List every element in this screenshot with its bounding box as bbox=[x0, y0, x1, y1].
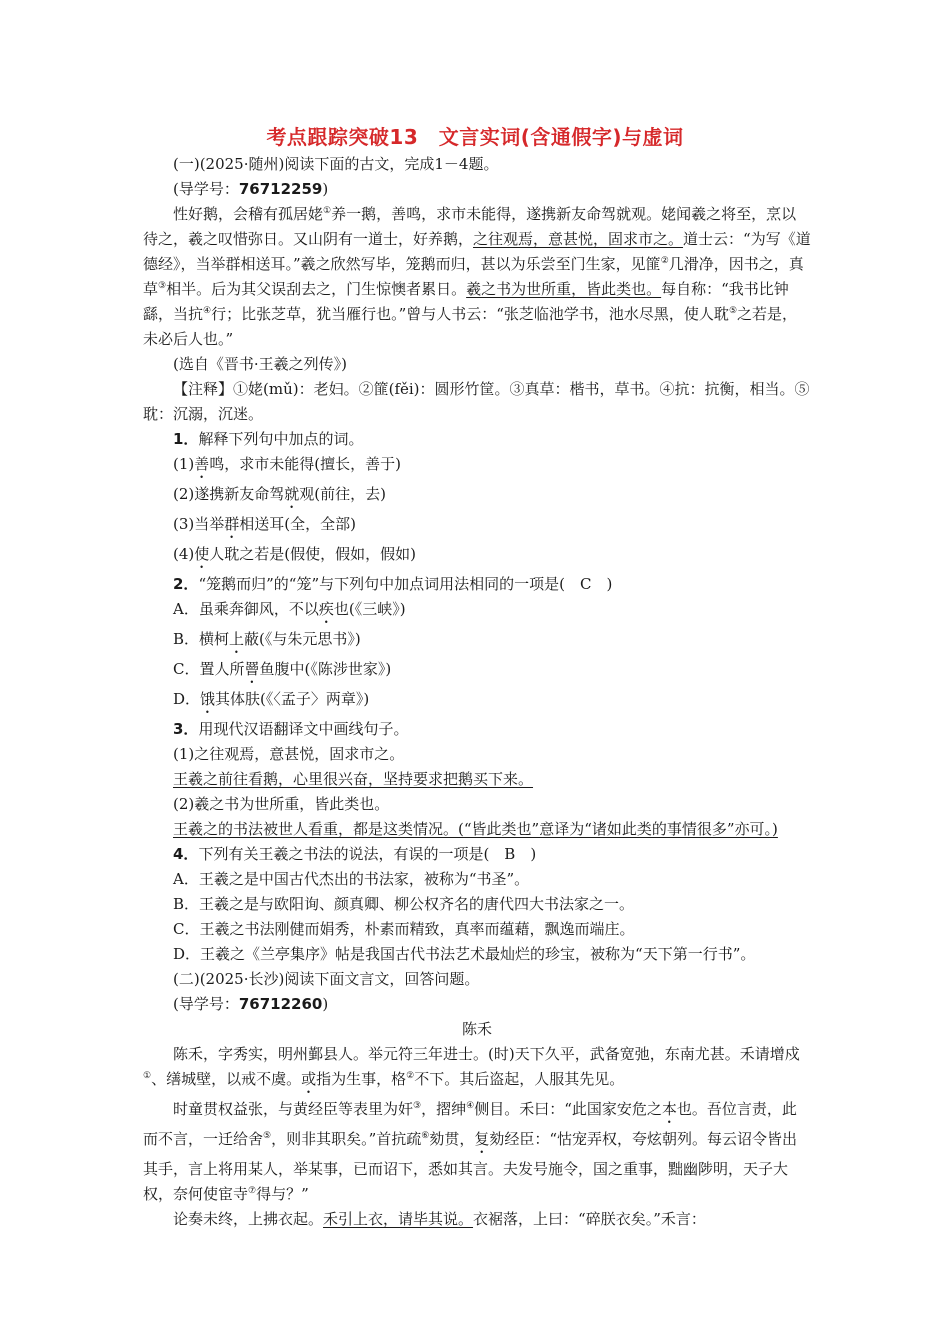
question-4-option-b: B．王羲之是与欧阳询、颜真卿、柳公权齐名的唐代四大书法家之一。 bbox=[173, 895, 635, 913]
question-3: 3．用现代汉语翻译文中画线句子。 bbox=[173, 720, 409, 738]
section-2-intro: (二)(2025·长沙)阅读下面文言文，回答问题。 bbox=[173, 970, 480, 988]
passage-1-notes: 【注释】①姥(mǔ)：老妇。②篚(fěi)：圆形竹筐。③真草：楷书，草书。④抗：抗衡，相当。⑤耽：沉溺，沉迷。 bbox=[143, 380, 810, 423]
passage-2-heading: 陈禾 bbox=[461, 1020, 492, 1038]
question-4: 4．下列有关王羲之书法的说法，有误的一项是( B ) bbox=[173, 845, 537, 863]
passage-1-source: (选自《晋书·王羲之列传》) bbox=[173, 355, 347, 373]
page-title: 考点跟踪突破13 文言实词(含通假字)与虚词 bbox=[266, 125, 684, 149]
question-2: 2．“笼鹅而归”的“笼”与下列句中加点词用法相同的一项是( C ) bbox=[173, 575, 613, 593]
question-1-item-3: (3)当举群相送耳(全，全部) bbox=[173, 515, 356, 533]
question-4-option-d: D．王羲之《兰亭集序》帖是我国古代书法艺术最灿烂的珍宝，被称为“天下第一行书”。 bbox=[173, 945, 756, 963]
passage-2-paragraph-2: 时童贯权益张，与黄经臣等表里为奸③，摺绅④侧目。禾曰：“此国家安危之本也。吾位言责，此而不言，一迁给舍⑤，则非其职矣。”首抗疏⑥劾贯，复劾经臣：“怙宠弄权，夸炫朝列。每云诏令皆出其手，言上将用某人，举某事，已而诏下，悉如其言。夫发号施令，国之重事，黜幽陟明，天子大权，奈何使宦寺⑦得与？” bbox=[143, 1100, 798, 1203]
question-1-item-1: (1)善鸣，求市未能得(擅长，善于) bbox=[173, 455, 401, 473]
question-2-option-a: A．虽乘奔御风，不以疾也(《三峡》) bbox=[173, 600, 406, 618]
question-1-item-4: (4)使人耽之若是(假使，假如，假如) bbox=[173, 545, 416, 563]
question-3-item-2: (2)羲之书为世所重，皆此类也。 bbox=[173, 795, 390, 813]
underlined-sentence-2: 羲之书为世所重，皆此类也。 bbox=[466, 280, 662, 298]
underlined-sentence-3: 禾引上衣，请毕其说。 bbox=[323, 1210, 474, 1228]
document-body bbox=[143, 152, 811, 1232]
question-2-option-b: B．横柯上蔽(《与朱元思书》) bbox=[173, 630, 361, 648]
question-3-answer-2: 王羲之的书法被世人看重，都是这类情况。(“皆此类也”意译为“诸如此类的事情很多”亦可。) bbox=[173, 820, 778, 838]
question-1: 1．解释下列句中加点的词。 bbox=[173, 430, 364, 448]
guide-number-1: (导学号：76712259) bbox=[173, 180, 329, 198]
question-3-item-1: (1)之往观焉，意甚悦，固求市之。 bbox=[173, 745, 405, 763]
section-1-intro: (一)(2025·随州)阅读下面的古文，完成1－4题。 bbox=[173, 155, 499, 173]
question-4-option-a: A．王羲之是中国古代杰出的书法家，被称为“书圣”。 bbox=[173, 870, 530, 888]
question-1-item-2: (2)遂携新友命驾就观(前往，去) bbox=[173, 485, 386, 503]
passage-2-paragraph-3: 论奏未终，上拂衣起。禾引上衣，请毕其说。衣裾落，上曰：“碎朕衣矣。”禾言： bbox=[173, 1210, 706, 1228]
question-4-option-c: C．王羲之书法刚健而娟秀，朴素而精致，真率而蕴藉，飘逸而端庄。 bbox=[173, 920, 635, 938]
underlined-sentence-1: 之往观焉，意甚悦，固求市之。 bbox=[473, 230, 684, 248]
passage-2-paragraph-1: 陈禾，字秀实，明州鄞县人。举元符三年进士。(时)天下久平，武备宽弛，东南尤甚。禾请增戍①、缮城壁，以戒不虞。或指为生事，格②不下。其后盗起，人服其先见。 bbox=[143, 1045, 800, 1088]
guide-number-2: (导学号：76712260) bbox=[173, 995, 329, 1013]
question-2-option-c: C．置人所罾鱼腹中(《陈涉世家》) bbox=[173, 660, 392, 678]
passage-1-paragraph: 性好鹅，会稽有孤居姥①养一鹅，善鸣，求市未能得，遂携新友命驾就观。姥闻羲之将至，烹以待之，羲之叹惜弥日。又山阴有一道士，好养鹅，之往观焉，意甚悦，固求市之。道士云：“为写《道德经》，当举群相送耳。”羲之欣然写毕，笼鹅而归，甚以为乐尝至门生家，见篚②几滑净，因书之，真草③相半。后为其父误刮去之，门生惊懊者累日。羲之书为世所重，皆此类也。每自称：“我书比钟繇，当抗④行；比张芝草，犹当雁行也。”曾与人书云：“张芝临池学书，池水尽黑，使人耽⑤之若是，未必后人也。” bbox=[143, 205, 811, 348]
question-2-option-d: D．饿其体肤(《〈孟子〉两章》) bbox=[173, 690, 370, 708]
question-3-answer-1: 王羲之前往看鹅，心里很兴奋，坚持要求把鹅买下来。 bbox=[173, 770, 534, 788]
